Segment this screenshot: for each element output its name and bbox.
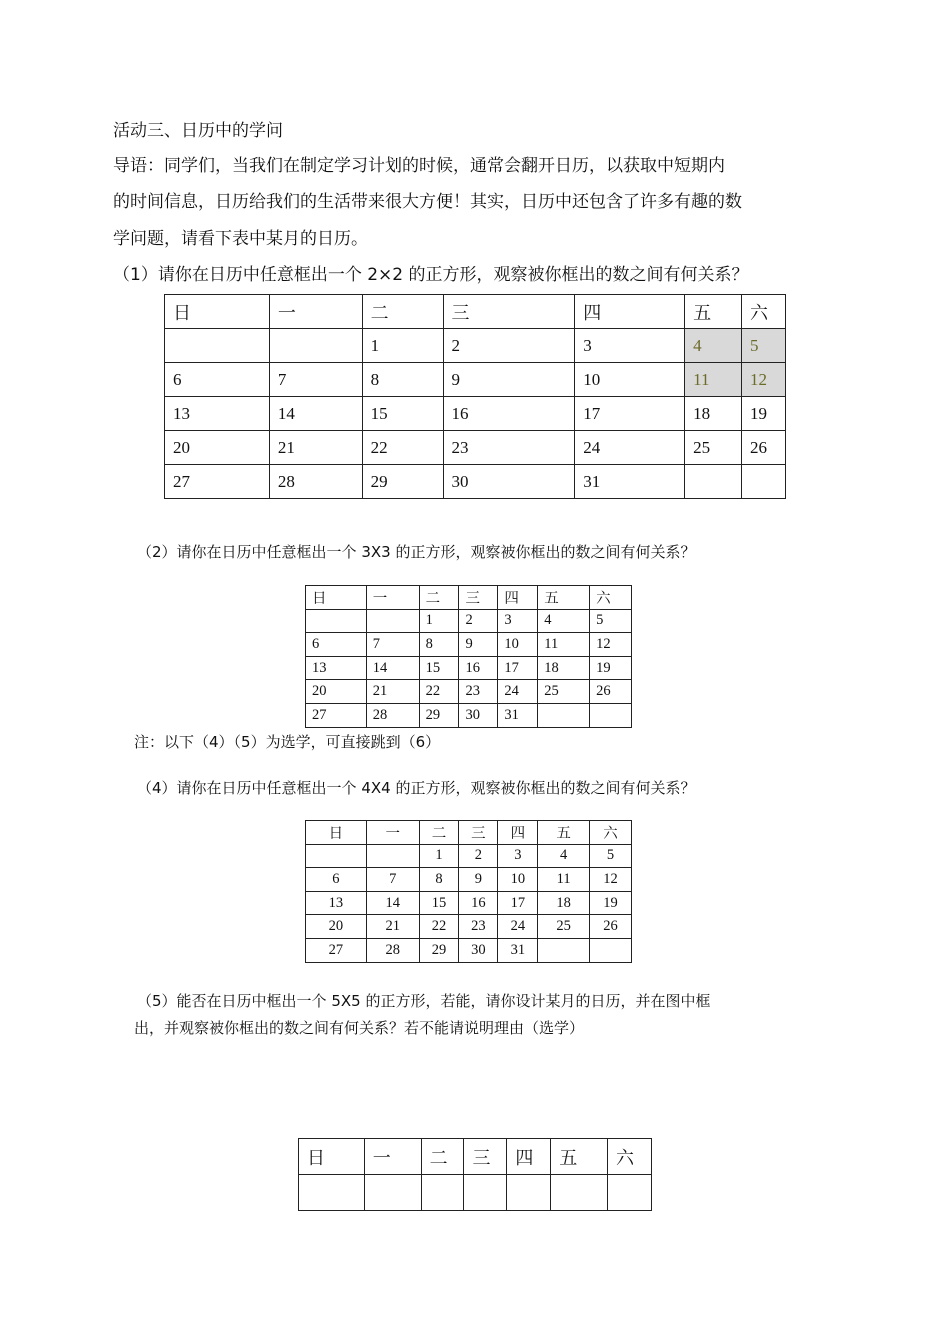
date-cell: 15 xyxy=(419,891,459,915)
date-cell: 9 xyxy=(443,363,575,397)
header-cell: 四 xyxy=(498,821,538,845)
date-cell: 31 xyxy=(498,703,538,727)
question-2: （2）请你在日历中任意框出一个 3X3 的正方形，观察被你框出的数之间有何关系？ xyxy=(137,543,696,561)
date-cell: 8 xyxy=(419,633,459,657)
question-1: （1）请你在日历中任意框出一个 2×2 的正方形，观察被你框出的数之间有何关系？ xyxy=(113,265,749,285)
date-cell: 31 xyxy=(575,465,685,499)
blank-cell xyxy=(551,1175,608,1211)
date-cell: 22 xyxy=(419,680,459,704)
date-cell: 9 xyxy=(459,868,498,892)
date-cell: 1 xyxy=(362,329,443,363)
header-cell: 日 xyxy=(299,1139,365,1175)
date-cell xyxy=(538,703,590,727)
date-cell: 10 xyxy=(498,868,538,892)
calendar-table-3 xyxy=(305,820,632,963)
date-cell: 4 xyxy=(538,844,590,868)
date-cell xyxy=(590,703,632,727)
note: 注：以下（4）（5）为选学，可直接跳到（6） xyxy=(134,733,441,751)
question-5-line-2: 出，并观察被你框出的数之间有何关系？若不能请说明理由（选学） xyxy=(134,1019,585,1037)
date-cell: 27 xyxy=(306,938,367,962)
header-cell: 五 xyxy=(538,821,590,845)
date-cell: 21 xyxy=(366,680,419,704)
question-5-line-1: （5）能否在日历中框出一个 5X5 的正方形，若能，请你设计某月的日历，并在图中框 xyxy=(137,992,711,1010)
table-row xyxy=(306,609,632,633)
date-cell: 30 xyxy=(459,938,498,962)
highlighted-date-cell: 5 xyxy=(742,329,786,363)
table-row xyxy=(306,868,632,892)
header-cell: 五 xyxy=(685,295,742,329)
question-4: （4）请你在日历中任意框出一个 4X4 的正方形，观察被你框出的数之间有何关系？ xyxy=(137,779,696,797)
date-cell: 28 xyxy=(366,703,419,727)
date-cell: 20 xyxy=(165,431,270,465)
intro-line-2: 的时间信息，日历给我们的生活带来很大方便！其实，日历中还包含了许多有趣的数 xyxy=(113,192,742,212)
date-cell: 2 xyxy=(459,844,498,868)
date-cell: 24 xyxy=(498,915,538,939)
date-cell: 5 xyxy=(590,609,632,633)
table-row xyxy=(306,633,632,657)
header-cell: 六 xyxy=(742,295,786,329)
date-cell: 5 xyxy=(590,844,632,868)
date-cell: 3 xyxy=(575,329,685,363)
table-header-row xyxy=(165,295,786,329)
table-row xyxy=(306,891,632,915)
date-cell: 4 xyxy=(538,609,590,633)
header-cell: 日 xyxy=(306,821,367,845)
date-cell: 10 xyxy=(498,633,538,657)
date-cell: 6 xyxy=(306,868,367,892)
date-cell: 27 xyxy=(306,703,367,727)
date-cell: 29 xyxy=(419,938,459,962)
table-row xyxy=(165,329,786,363)
date-cell: 19 xyxy=(742,397,786,431)
table-row xyxy=(165,363,786,397)
table-row xyxy=(306,656,632,680)
header-cell: 四 xyxy=(575,295,685,329)
header-cell: 一 xyxy=(269,295,362,329)
date-cell: 12 xyxy=(590,633,632,657)
date-cell xyxy=(366,609,419,633)
date-cell xyxy=(685,465,742,499)
date-cell: 25 xyxy=(685,431,742,465)
blank-calendar-table xyxy=(298,1138,652,1211)
date-cell: 3 xyxy=(498,609,538,633)
calendar-table-1 xyxy=(164,294,786,499)
date-cell: 23 xyxy=(459,680,498,704)
date-cell: 14 xyxy=(366,891,419,915)
date-cell: 20 xyxy=(306,915,367,939)
blank-cell xyxy=(608,1175,652,1211)
date-cell xyxy=(590,938,632,962)
header-cell: 三 xyxy=(459,821,498,845)
date-cell: 2 xyxy=(459,609,498,633)
date-cell: 13 xyxy=(306,891,367,915)
date-cell: 1 xyxy=(419,609,459,633)
table-row xyxy=(306,703,632,727)
date-cell: 13 xyxy=(306,656,367,680)
date-cell xyxy=(269,329,362,363)
date-cell: 28 xyxy=(366,938,419,962)
date-cell: 14 xyxy=(269,397,362,431)
section-title: 活动三、日历中的学问 xyxy=(113,121,283,141)
date-cell: 8 xyxy=(362,363,443,397)
date-cell: 12 xyxy=(590,868,632,892)
table-row xyxy=(306,938,632,962)
date-cell: 21 xyxy=(366,915,419,939)
intro-line-3: 学问题，请看下表中某月的日历。 xyxy=(113,229,368,249)
date-cell: 29 xyxy=(362,465,443,499)
date-cell: 3 xyxy=(498,844,538,868)
date-cell: 14 xyxy=(366,656,419,680)
date-cell: 2 xyxy=(443,329,575,363)
header-cell: 二 xyxy=(419,586,459,610)
date-cell xyxy=(742,465,786,499)
date-cell: 15 xyxy=(419,656,459,680)
header-cell: 四 xyxy=(498,586,538,610)
date-cell: 22 xyxy=(419,915,459,939)
date-cell: 23 xyxy=(459,915,498,939)
header-cell: 日 xyxy=(306,586,367,610)
date-cell: 25 xyxy=(538,680,590,704)
date-cell: 26 xyxy=(590,680,632,704)
date-cell: 23 xyxy=(443,431,575,465)
table-row xyxy=(165,397,786,431)
highlighted-date-cell: 4 xyxy=(685,329,742,363)
date-cell: 28 xyxy=(269,465,362,499)
calendar-table-2 xyxy=(305,585,632,728)
header-cell: 二 xyxy=(419,821,459,845)
date-cell: 1 xyxy=(419,844,459,868)
date-cell: 20 xyxy=(306,680,367,704)
date-cell xyxy=(366,844,419,868)
date-cell: 25 xyxy=(538,915,590,939)
date-cell: 10 xyxy=(575,363,685,397)
date-cell: 11 xyxy=(538,633,590,657)
date-cell: 7 xyxy=(269,363,362,397)
date-cell: 16 xyxy=(443,397,575,431)
date-cell: 16 xyxy=(459,656,498,680)
table-row xyxy=(299,1175,652,1211)
header-cell: 五 xyxy=(538,586,590,610)
date-cell xyxy=(538,938,590,962)
date-cell: 18 xyxy=(538,891,590,915)
date-cell: 29 xyxy=(419,703,459,727)
header-cell: 三 xyxy=(459,586,498,610)
date-cell: 16 xyxy=(459,891,498,915)
header-cell: 一 xyxy=(366,821,419,845)
header-cell: 四 xyxy=(507,1139,551,1175)
date-cell: 8 xyxy=(419,868,459,892)
blank-cell xyxy=(464,1175,507,1211)
header-cell: 一 xyxy=(364,1139,421,1175)
header-cell: 六 xyxy=(590,586,632,610)
header-cell: 六 xyxy=(608,1139,652,1175)
table-row xyxy=(165,465,786,499)
date-cell: 26 xyxy=(742,431,786,465)
date-cell: 18 xyxy=(685,397,742,431)
blank-cell xyxy=(299,1175,365,1211)
date-cell: 21 xyxy=(269,431,362,465)
date-cell: 24 xyxy=(498,680,538,704)
header-cell: 一 xyxy=(366,586,419,610)
date-cell: 31 xyxy=(498,938,538,962)
date-cell: 11 xyxy=(538,868,590,892)
date-cell: 27 xyxy=(165,465,270,499)
date-cell: 17 xyxy=(498,656,538,680)
header-cell: 五 xyxy=(551,1139,608,1175)
date-cell: 19 xyxy=(590,891,632,915)
date-cell: 17 xyxy=(575,397,685,431)
date-cell: 13 xyxy=(165,397,270,431)
header-cell: 六 xyxy=(590,821,632,845)
date-cell xyxy=(306,609,367,633)
date-cell: 30 xyxy=(443,465,575,499)
date-cell: 6 xyxy=(165,363,270,397)
date-cell: 30 xyxy=(459,703,498,727)
intro-line-1: 导语：同学们，当我们在制定学习计划的时候，通常会翻开日历，以获取中短期内 xyxy=(113,156,725,176)
blank-cell xyxy=(364,1175,421,1211)
date-cell: 9 xyxy=(459,633,498,657)
table-row xyxy=(165,431,786,465)
header-cell: 二 xyxy=(362,295,443,329)
table-row xyxy=(306,915,632,939)
highlighted-date-cell: 12 xyxy=(742,363,786,397)
header-cell: 三 xyxy=(464,1139,507,1175)
date-cell: 15 xyxy=(362,397,443,431)
header-cell: 日 xyxy=(165,295,270,329)
table-header-row xyxy=(306,821,632,845)
blank-cell xyxy=(421,1175,464,1211)
table-header-row xyxy=(299,1139,652,1175)
blank-cell xyxy=(507,1175,551,1211)
date-cell: 26 xyxy=(590,915,632,939)
table-header-row xyxy=(306,586,632,610)
table-row xyxy=(306,680,632,704)
date-cell: 19 xyxy=(590,656,632,680)
header-cell: 三 xyxy=(443,295,575,329)
date-cell: 24 xyxy=(575,431,685,465)
date-cell: 6 xyxy=(306,633,367,657)
header-cell: 二 xyxy=(421,1139,464,1175)
table-row xyxy=(306,844,632,868)
date-cell: 22 xyxy=(362,431,443,465)
date-cell: 7 xyxy=(366,868,419,892)
date-cell xyxy=(165,329,270,363)
date-cell: 18 xyxy=(538,656,590,680)
date-cell xyxy=(306,844,367,868)
date-cell: 7 xyxy=(366,633,419,657)
highlighted-date-cell: 11 xyxy=(685,363,742,397)
date-cell: 17 xyxy=(498,891,538,915)
